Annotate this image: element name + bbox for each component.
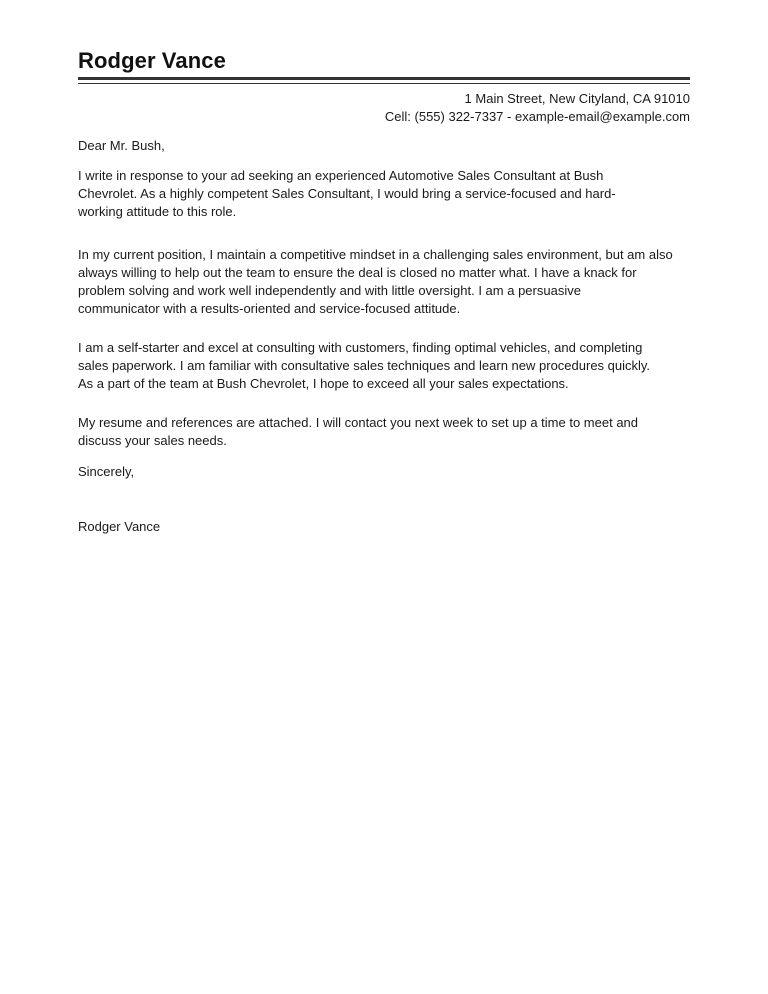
paragraph-line: My resume and references are attached. I will contact you next week to set up a time to meet and xyxy=(78,415,639,430)
paragraph-line: In my current position, I maintain a competitive mindset in a challenging sales environment, but am also xyxy=(78,247,673,262)
paragraph-line: discuss your sales needs. xyxy=(78,433,227,448)
sender-address: 1 Main Street, New Cityland, CA 91010 xyxy=(464,91,690,106)
header-rule-thick xyxy=(78,77,690,80)
paragraph-line: Chevrolet. As a highly competent Sales Consultant, I would bring a service-focused and hard- xyxy=(78,186,616,201)
paragraph-line: sales paperwork. I am familiar with consultative sales techniques and learn new procedures quickly. xyxy=(78,358,651,373)
paragraph-line: problem solving and work well independently and with little oversight. I am a persuasive xyxy=(78,283,581,298)
paragraph-4 xyxy=(78,414,690,450)
paragraph-line: always willing to help out the team to ensure the deal is closed no matter what. I have a knack for xyxy=(78,265,637,280)
paragraph-1 xyxy=(78,167,690,221)
paragraph-line: I write in response to your ad seeking an experienced Automotive Sales Consultant at Bush xyxy=(78,168,604,183)
paragraph-2 xyxy=(78,246,690,318)
paragraph-line: working attitude to this role. xyxy=(78,204,237,219)
sender-name-heading: Rodger Vance xyxy=(78,48,226,73)
salutation: Dear Mr. Bush, xyxy=(78,138,165,153)
paragraph-3 xyxy=(78,339,690,393)
sender-contact-info: Cell: (555) 322-7337 - example-email@example.com xyxy=(384,109,690,124)
paragraph-line: I am a self-starter and excel at consulting with customers, finding optimal vehicles, and completing xyxy=(78,340,643,355)
closing: Sincerely, xyxy=(78,464,135,479)
signature-name: Rodger Vance xyxy=(78,519,161,534)
paragraph-line: communicator with a results-oriented and service-focused attitude. xyxy=(78,301,461,316)
paragraph-line: As a part of the team at Bush Chevrolet, I hope to exceed all your sales expectations. xyxy=(78,376,569,391)
header-rule-thin xyxy=(78,83,690,84)
